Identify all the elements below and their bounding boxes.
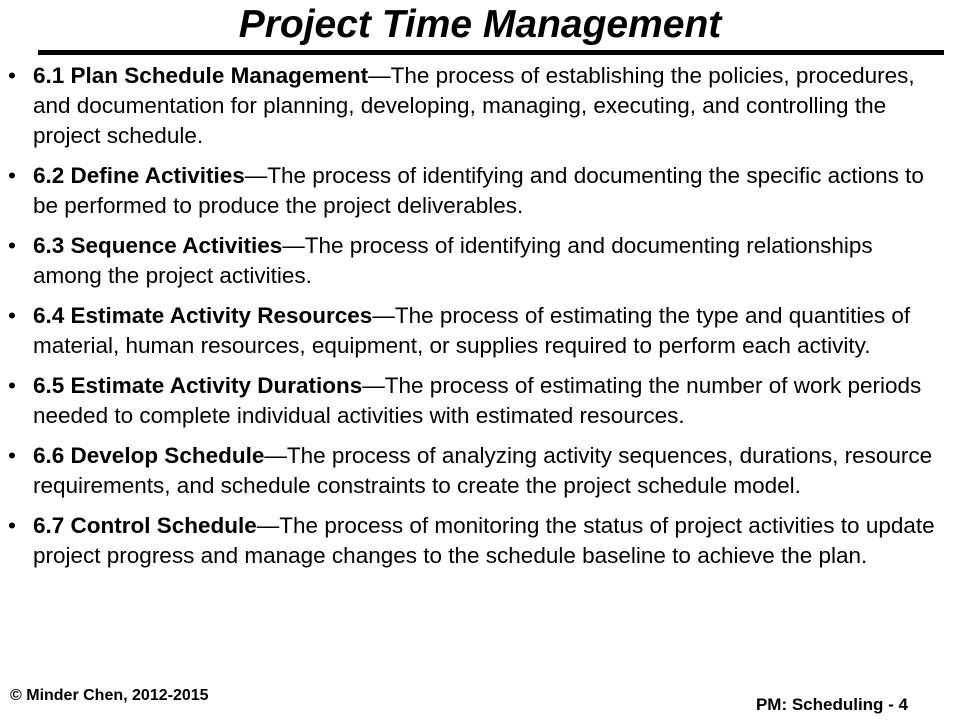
slide-number-footer: PM: Scheduling - 4 [755,695,908,714]
process-name: 6.5 Estimate Activity Durations [33,373,363,398]
process-list [0,61,960,581]
process-item [0,161,960,221]
process-description: —The process of establishing the policies, procedures, and documentation for planning, developing, managing, executing, and controlling the project schedule. [33,63,915,148]
copyright-footer: © Minder Chen, 2012-2015 [10,687,209,704]
process-description: —The process of estimating the type and quantities of material, human resources, equipment, or supplies required to perform each activity. [33,303,911,358]
process-description: —The process of identifying and documenting the specific actions to be performed to produce the project deliverables. [33,163,924,218]
process-description: —The process of monitoring the status of project activities to update project progress and manage changes to the schedule baseline to achieve the plan. [33,513,935,568]
process-item [0,301,960,361]
process-name: 6.7 Control Schedule [33,513,257,538]
process-description: —The process of identifying and documenting relationships among the project activities. [33,233,873,288]
process-description: —The process of analyzing activity sequences, durations, resource requirements, and schedule constraints to create the project schedule model. [33,443,933,498]
process-description: —The process of estimating the number of work periods needed to complete individual activities with estimated resources. [33,373,922,428]
process-name: 6.2 Define Activities [33,163,245,188]
bullet-icon: • [8,443,16,468]
process-item [0,511,960,571]
bullet-icon: • [8,513,16,538]
process-item [0,441,960,501]
process-name: 6.4 Estimate Activity Resources [33,303,373,328]
title-underline [38,50,944,55]
bullet-icon: • [8,63,16,88]
process-name: 6.6 Develop Schedule [33,443,265,468]
process-item [0,61,960,151]
bullet-icon: • [8,233,16,258]
bullet-icon: • [8,163,16,188]
bullet-icon: • [8,303,16,328]
process-name: 6.3 Sequence Activities [33,233,283,258]
slide-title: Project Time Management [238,3,722,46]
process-item [0,231,960,291]
bullet-icon: • [8,373,16,398]
process-item [0,371,960,431]
process-name: 6.1 Plan Schedule Management [33,63,369,88]
